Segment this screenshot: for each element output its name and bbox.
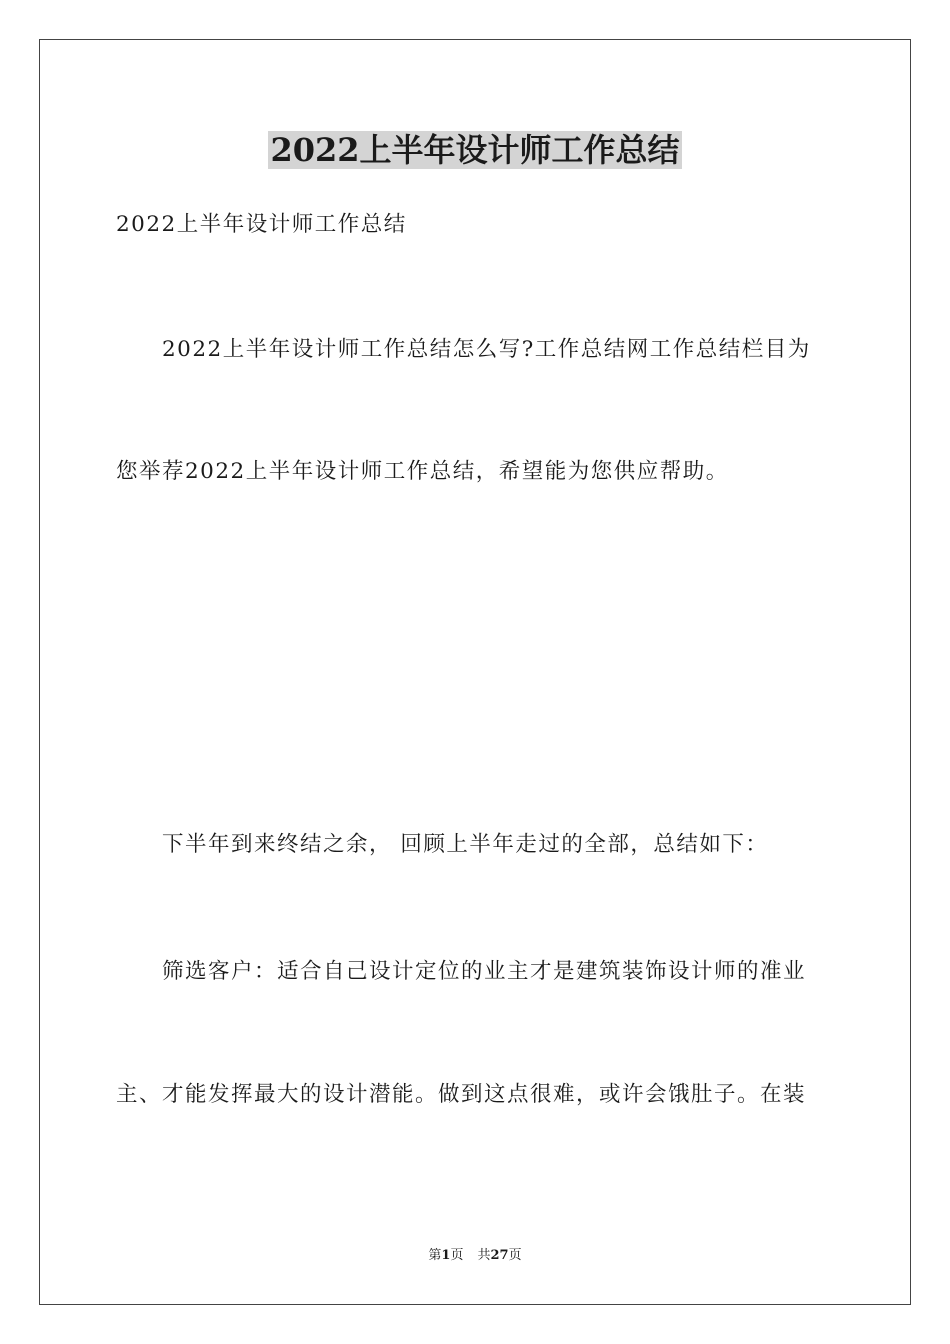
footer-page-prefix: 第 [428,1248,442,1263]
footer-total-prefix: 共 [477,1248,491,1263]
footer-total-suffix: 页 [508,1248,522,1263]
paragraph-line-1: 2022上半年设计师工作总结怎么写?工作总结网工作总结栏目为 [162,337,811,362]
page-footer [0,1247,950,1265]
paragraph-line-4: 筛选客户：适合自己设计定位的业主才是建筑装饰设计师的准业 [162,959,807,984]
footer-page-number: 1 [441,1248,451,1263]
footer-page-suffix: 页 [450,1248,464,1263]
paragraph-line-5: 主、才能发挥最大的设计潜能。做到这点很难，或许会饿肚子。在装 [116,1082,807,1107]
document-title-text: 2022上半年设计师工作总结 [270,131,680,169]
paragraph-line-2: 您举荐2022上半年设计师工作总结，希望能为您供应帮助。 [116,459,729,484]
footer-total-pages: 27 [490,1248,509,1263]
document-subtitle: 2022上半年设计师工作总结 [116,212,407,237]
paragraph-line-3: 下半年到来终结之余， 回顾上半年走过的全部，总结如下： [162,832,769,857]
document-title [0,128,950,172]
